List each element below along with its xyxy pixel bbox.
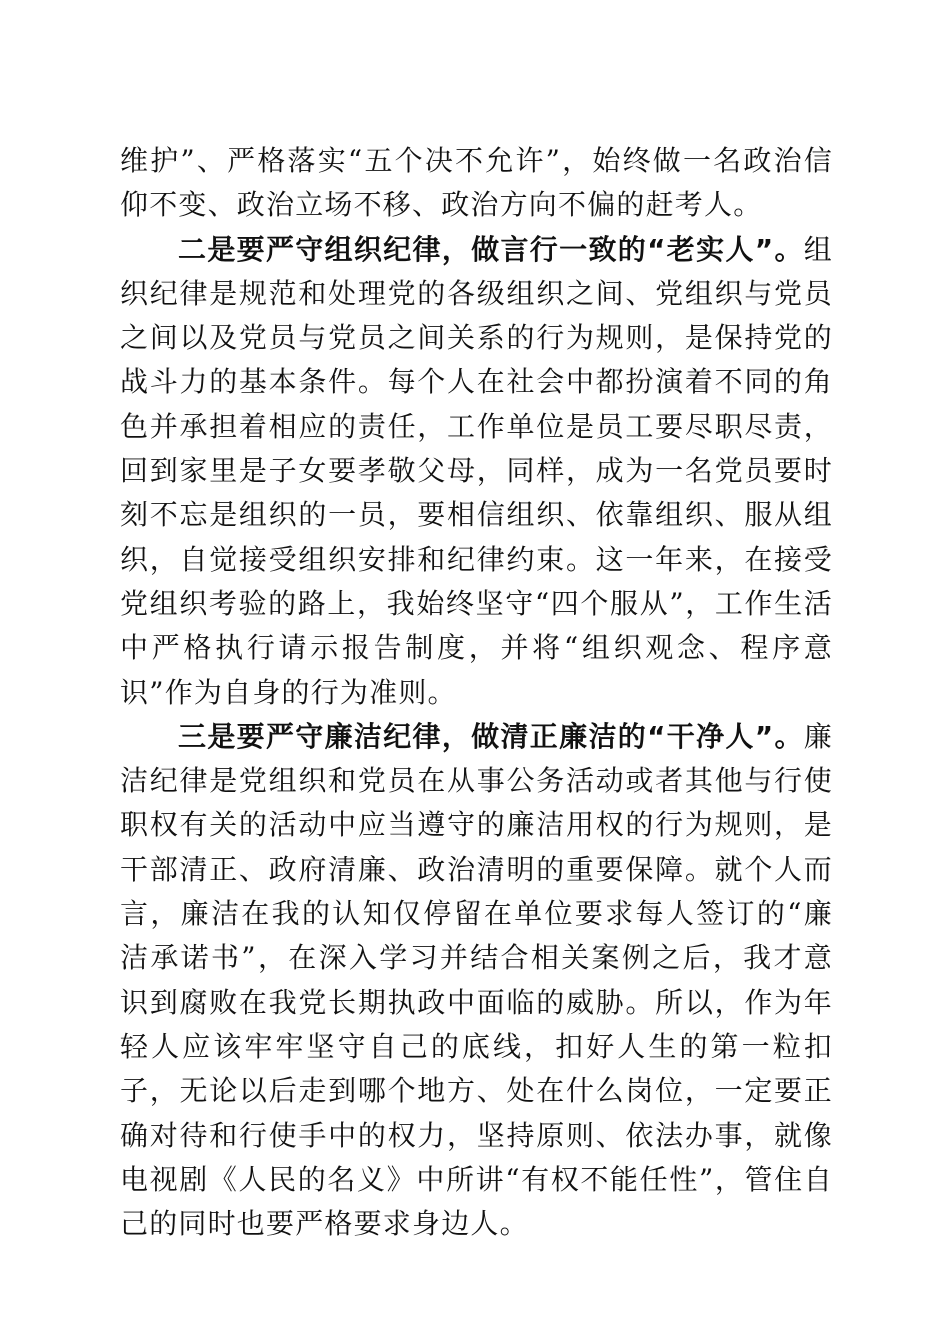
paragraph-2 xyxy=(120,228,833,715)
paragraph-2-body: 组织纪律是规范和处理党的各级组织之间、党组织与党员之间以及党员与党员之间关系的行为规则，是保持党的战斗力的基本条件。每个人在社会中都扮演着不同的角色并承担着相应的责任，工作单位是员工要尽职尽责，回到家里是子女要孝敬父母，同样，成为一名党员要时刻不忘是组织的一员，要相信组织、依靠组织、服从组织，自觉接受组织安排和纪律约束。这一年来，在接受党组织考验的路上，我始终坚守“四个服从”，工作生活中严格执行请示报告制度，并将“组织观念、程序意识”作为自身的行为准则。 xyxy=(120,232,833,709)
paragraph-3-body: 廉洁纪律是党组织和党员在从事公务活动或者其他与行使职权有关的活动中应当遵守的廉洁用权的行为规则，是干部清正、政府清廉、政治清明的重要保障。就个人而言，廉洁在我的认知仅停留在单位要求每人签订的“廉洁承诺书”，在深入学习并结合相关案例之后，我才意识到腐败在我党长期执政中面临的威胁。所以，作为年轻人应该牢牢坚守自己的底线，扣好人生的第一粒扣子，无论以后走到哪个地方、处在什么岗位，一定要正确对待和行使手中的权力，坚持原则、依法办事，就像电视剧《人民的名义》中所讲“有权不能任性”，管住自己的同时也要严格要求身边人。 xyxy=(120,719,833,1241)
paragraph-3 xyxy=(120,715,833,1247)
paragraph-1: 维护”、严格落实“五个决不允许”，始终做一名政治信仰不变、政治立场不移、政治方向不偏的赶考人。 xyxy=(120,144,833,222)
paragraph-2-lead: 二是要严守组织纪律，做言行一致的“老实人”。 xyxy=(178,232,804,266)
document-body xyxy=(120,139,833,1246)
paragraph-3-lead: 三是要严守廉洁纪律，做清正廉洁的“干净人”。 xyxy=(178,719,804,753)
